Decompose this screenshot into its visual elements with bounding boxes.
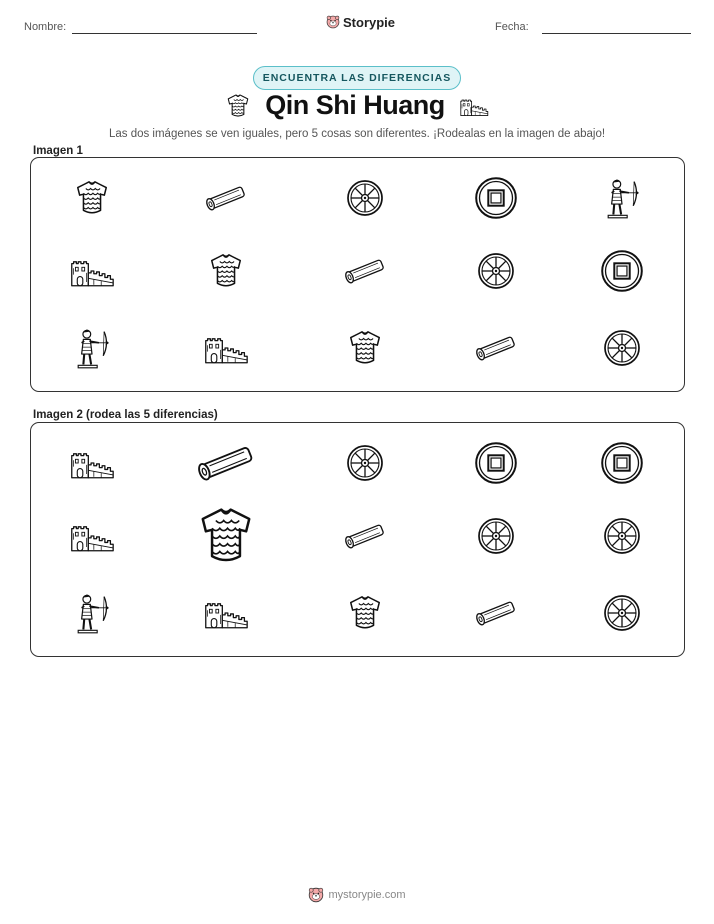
grid-cell[interactable] [52,496,132,576]
activity-badge: ENCUENTRA LAS DIFERENCIAS [253,66,462,90]
image1-label: Imagen 1 [33,145,83,157]
armor-icon [346,594,384,632]
grid-cell [186,231,266,311]
title-row [0,90,714,121]
storypie-logo-icon [308,886,324,904]
grid-cell[interactable] [325,423,405,503]
archer-icon [73,589,111,637]
brand-name: Storypie [343,14,396,30]
grid-cell[interactable] [582,496,662,576]
grid-cell [582,231,662,311]
coin-icon [600,441,644,485]
scroll-icon [201,185,251,211]
grid-cell[interactable] [582,573,662,653]
grid-cell [186,308,266,388]
grid-cell[interactable] [186,573,266,653]
storypie-logo-icon [326,14,340,30]
wheel-icon [602,516,642,556]
scroll-icon [340,523,390,549]
grid-cell[interactable] [456,573,536,653]
wheel-icon [602,328,642,368]
grid-cell [582,158,662,238]
grid-cell[interactable] [186,423,266,503]
grid-cell [52,308,132,388]
grid-cell[interactable] [582,423,662,503]
grid-cell [52,158,132,238]
grid-cell[interactable] [325,496,405,576]
footer-url: mystorypie.com [328,889,406,901]
name-field[interactable] [72,33,257,34]
scroll-icon [471,600,521,626]
grid-cell [582,308,662,388]
wheel-icon [345,178,385,218]
instructions: Las dos imágenes se ven iguales, pero 5 cosas son diferentes. ¡Rodealas en la imagen de abajo! [108,128,606,140]
grid-cell [325,308,405,388]
grid-cell[interactable] [456,496,536,576]
image2-panel[interactable] [30,422,685,657]
grid-cell [52,231,132,311]
wall-icon [69,446,115,480]
date-label: Fecha: [495,21,529,33]
coin-icon [600,249,644,293]
archer-icon [73,324,111,372]
grid-cell[interactable] [456,423,536,503]
grid-cell [456,308,536,388]
grid-cell [325,231,405,311]
scroll-icon [191,442,261,484]
image2-label: Imagen 2 (rodea las 5 diferencias) [33,409,218,421]
coin-icon [474,441,518,485]
grid-cell [186,158,266,238]
armor-icon [195,505,257,567]
date-field[interactable] [542,33,691,34]
scroll-icon [340,258,390,284]
wall-icon [69,519,115,553]
grid-cell[interactable] [52,423,132,503]
wall-icon [203,331,249,365]
name-label: Nombre: [24,21,67,33]
image1-panel [30,157,685,392]
grid-cell[interactable] [186,496,266,576]
page-title: Qin Shi Huang [265,90,445,120]
wheel-icon [345,443,385,483]
wall-icon [203,596,249,630]
armor-icon [225,93,251,119]
brand-logo [326,14,395,30]
armor-icon [73,179,111,217]
grid-cell[interactable] [52,573,132,653]
grid-cell [325,158,405,238]
wall-icon [459,94,489,118]
coin-icon [474,176,518,220]
armor-icon [207,252,245,290]
wheel-icon [476,516,516,556]
armor-icon [346,329,384,367]
scroll-icon [471,335,521,361]
wall-icon [69,254,115,288]
footer [308,886,405,904]
grid-cell [456,231,536,311]
wheel-icon [602,593,642,633]
archer-icon [603,174,641,222]
grid-cell [456,158,536,238]
wheel-icon [476,251,516,291]
grid-cell[interactable] [325,573,405,653]
